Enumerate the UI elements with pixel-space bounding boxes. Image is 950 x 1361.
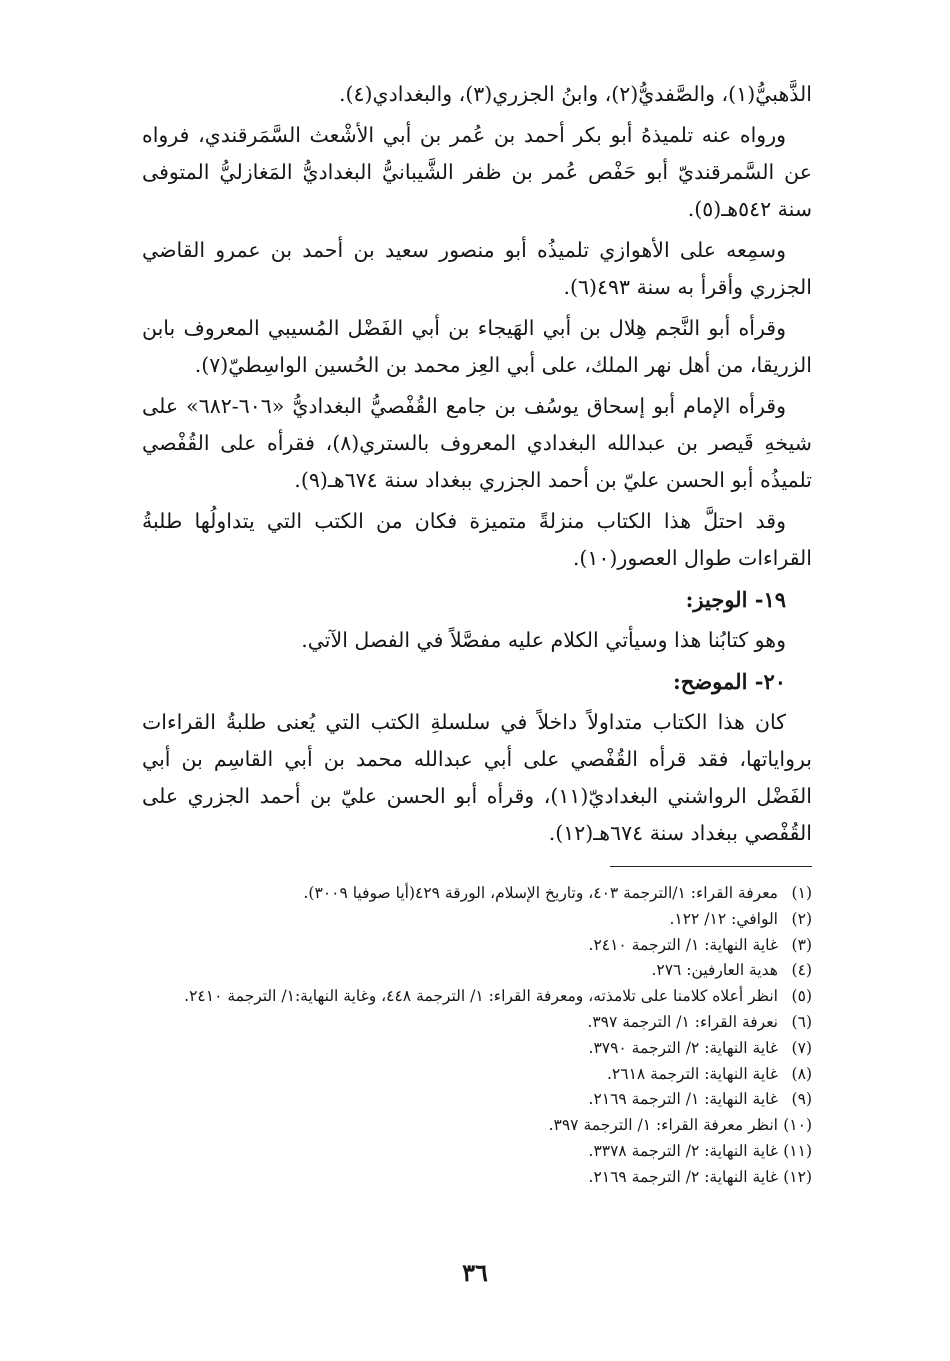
footnote-text: نعرفة القراء: ١/ الترجمة ٣٩٧. xyxy=(587,1012,778,1031)
footnote-number: (٩) xyxy=(791,1090,812,1109)
footnote xyxy=(142,1139,812,1165)
paragraph-1: الذَّهبيُّ(١)، والصَّفديُّ(٢)، وابنُ الجزري(٣)، والبغدادي(٤). xyxy=(339,82,812,106)
footnote-number: (٣) xyxy=(791,935,812,954)
footnote xyxy=(142,907,812,933)
footnote-number: (١٢) xyxy=(783,1167,812,1186)
footnote xyxy=(142,984,812,1010)
footnote-text: الوافي: ١٢/ ١٢٢. xyxy=(669,909,778,928)
footnote xyxy=(142,1010,812,1036)
footnote-number: (٦) xyxy=(791,1012,812,1031)
footnote xyxy=(142,1087,812,1113)
footnotes xyxy=(142,881,812,1191)
footnote xyxy=(142,1113,812,1139)
footnote-number: (١١) xyxy=(783,1141,812,1160)
footnote-number: (٥) xyxy=(791,987,812,1006)
footnote xyxy=(142,1036,812,1062)
footnote-number: (٢) xyxy=(791,909,812,928)
footnote xyxy=(142,1062,812,1088)
footnote-number: (١٠) xyxy=(783,1116,812,1135)
footnote-divider xyxy=(610,866,812,867)
paragraph-2: ورواه عنه تلميذهُ أبو بكر أحمد بن عُمر بن أبي الأشْعث السَّمَرقندي، فرواه عن السَّمرقنديّ أبو حَفْص عُمر بن ظفر الشَّيبانيُّ البغداديُّ المَغازليُّ المتوفى سنة ٥٤٢هـ(٥). xyxy=(142,123,812,221)
section-20-text: كان هذا الكتاب متداولاً داخلاً في سلسلةِ الكتب التي يُعنى طلبةُ القراءات برواياتها، فقد قرأه القُفْصي على أبي عبدالله محمد بن أبي القاسِم بن أبي الفَضْل الرواشني البغداديّ(١١)، وقرأه أبو الحسن عليّ بن أحمد الجزري على القُفْصي ببغداد سنة ٦٧٤هـ(١٢). xyxy=(142,710,813,845)
footnote xyxy=(142,958,812,984)
footnote-text: غاية النهاية: ٢/ الترجمة ٢١٦٩. xyxy=(588,1167,778,1186)
paragraph-6: وقد احتلَّ هذا الكتاب منزلةً متميزة فكان من الكتب التي يتداولُها طلبةُ القراءات طوال العصور(١٠). xyxy=(142,509,812,570)
footnote-text: غاية النهاية: الترجمة ٢٦١٨. xyxy=(606,1064,778,1083)
footnote-number: (٤) xyxy=(791,961,812,980)
footnote xyxy=(142,1165,812,1191)
footnote-text: غاية النهاية: ٢/ الترجمة ٣٧٩٠. xyxy=(588,1038,778,1057)
section-19-text: وهو كتابُنا هذا وسيأتي الكلام عليه مفصَّلاً في الفصل الآتي. xyxy=(301,628,786,652)
footnote-text: غاية النهاية: ١/ الترجمة ٢١٦٩. xyxy=(588,1090,778,1109)
paragraph-4: وقرأه أبو النَّجم هِلال بن أبي الهَيجاء بن أبي الفَضْل المُسيبي المعروف بابن الزريقا، من أهل نهر الملك، على أبي العِز محمد بن الحُسين الواسِطيّ(٧). xyxy=(142,316,812,377)
footnote-text: غاية النهاية: ٢/ الترجمة ٣٣٧٨. xyxy=(588,1141,778,1160)
paragraph-5: وقرأه الإمام أبو إسحاق يوسُف بن جامع القُفْصيُّ البغداديُّ «٦٠٦-٦٨٢» على شيخهِ قَيصر بن عبدالله البغدادي المعروف بالستري(٨)، فقرأه على القُفْصي تلميذُه أبو الحسن عليّ بن أحمد الجزري ببغداد سنة ٦٧٤هـ(٩). xyxy=(142,394,812,492)
page-number: ٣٦ xyxy=(462,1258,488,1287)
section-heading-20: ٢٠- الموضح: xyxy=(673,669,786,694)
footnote xyxy=(142,881,812,907)
footnote-text: معرفة القراء: ١/الترجمة ٤٠٣، وتاريخ الإسلام، الورقة ٤٢٩(أيا صوفيا ٣٠٠٩). xyxy=(303,884,778,902)
paragraph-3: وسمِعه على الأهوازي تلميذُه أبو منصور سعيد بن أحمد بن عمرو القاضي الجزري وأقرأ به سنة ٤٩٣(٦). xyxy=(142,238,812,299)
section-heading-19: ١٩- الوجيز: xyxy=(685,587,786,612)
footnote-text: انظر أعلاه كلامنا على تلامذته، ومعرفة القراء: ١/ الترجمة ٤٤٨، وغاية النهاية:١/ الترجمة ٢٤١٠. xyxy=(184,987,778,1006)
footnote-text: غاية النهاية: ١/ الترجمة ٢٤١٠. xyxy=(588,935,778,954)
footnote-text: انظر معرفة القراء: ١/ الترجمة ٣٩٧. xyxy=(548,1116,778,1135)
footnote-number: (٨) xyxy=(791,1064,812,1083)
footnote-text: هدية العارفين: ٢٧٦. xyxy=(651,961,778,980)
footnote-number: (٧) xyxy=(791,1038,812,1057)
footnote xyxy=(142,933,812,959)
page-body xyxy=(142,76,812,1191)
footnote-number: (١) xyxy=(791,884,812,902)
